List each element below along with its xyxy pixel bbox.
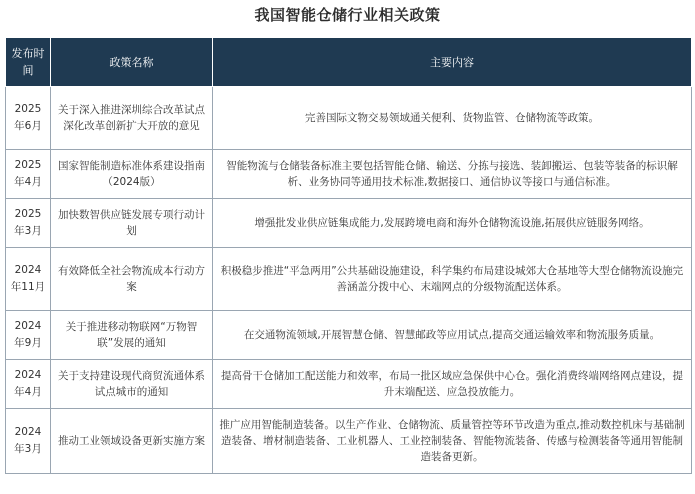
date-cell — [6, 87, 51, 150]
date-month: 年3月 — [14, 225, 42, 237]
date-year: 2024 — [14, 426, 42, 438]
date-cell — [6, 409, 51, 474]
date-month: 年4月 — [14, 386, 42, 398]
date-year: 2025 — [14, 159, 42, 171]
policy-name-cell: 关于支持建设现代商贸流通体系试点城市的通知 — [51, 360, 213, 409]
content-cell: 推广应用智能制造装备。以生产作业、仓储物流、质量管控等环节改造为重点,推动数控机床与基础制造装备、增材制造装备、工业机器人、工业控制装备、智能物流装备、传感与检测装备等通用智能制造装备更新。 — [213, 409, 692, 474]
date-month: 年4月 — [14, 176, 42, 188]
policy-name-cell: 推动工业领域设备更新实施方案 — [51, 409, 213, 474]
content-cell: 在交通物流领域,开展智慧仓储、智慧邮政等应用试点,提高交通运输效率和物流服务质量。 — [213, 311, 692, 360]
policy-name-cell: 国家智能制造标准体系建设指南（2024版） — [51, 150, 213, 199]
policy-name-cell: 关于推进移动物联网“万物智联”发展的通知 — [51, 311, 213, 360]
content-cell: 增强批发业供应链集成能力,发展跨境电商和海外仓储物流设施,拓展供应链服务网络。 — [213, 199, 692, 248]
date-cell — [6, 360, 51, 409]
content-cell: 智能物流与仓储装备标准主要包括智能仓储、输送、分拣与接选、装卸搬运、包装等装备的标识解析、业务协同等通用技术标准,数据接口、通信协议等接口与通信标准。 — [213, 150, 692, 199]
header-date: 发布时间 — [6, 38, 51, 87]
date-month: 年6月 — [14, 120, 42, 132]
date-year: 2025 — [14, 103, 42, 115]
date-month: 年3月 — [14, 443, 42, 455]
policy-name-cell: 加快数智供应链发展专项行动计划 — [51, 199, 213, 248]
table-row — [6, 150, 692, 199]
date-month: 年11月 — [10, 281, 46, 293]
header-policy-name: 政策名称 — [51, 38, 213, 87]
date-year: 2024 — [14, 369, 42, 381]
header-main-content: 主要内容 — [213, 38, 692, 87]
policy-table — [5, 37, 692, 474]
page-title: 我国智能仓储行业相关政策 — [254, 6, 441, 24]
table-row — [6, 248, 692, 311]
table-header-row — [6, 38, 692, 87]
date-cell — [6, 199, 51, 248]
date-year: 2025 — [14, 208, 42, 220]
policy-name-cell: 有效降低全社会物流成本行动方案 — [51, 248, 213, 311]
date-cell — [6, 311, 51, 360]
table-row — [6, 87, 692, 150]
table-row — [6, 409, 692, 474]
date-cell — [6, 150, 51, 199]
date-year: 2024 — [14, 264, 42, 276]
table-row — [6, 311, 692, 360]
table-row — [6, 360, 692, 409]
content-cell: 完善国际文物交易领域通关便利、货物监管、仓储物流等政策。 — [213, 87, 692, 150]
content-cell: 积极稳步推进“平急两用”公共基础设施建设，科学集约布局建设城郊大仓基地等大型仓储物流设施完善涵盖分拨中心、末端网点的分级物流配送体系。 — [213, 248, 692, 311]
content-cell: 提高骨干仓储加工配送能力和效率，布局一批区域应急保供中心仓。强化消费终端网络网点建设，提升末端配送、应急投放能力。 — [213, 360, 692, 409]
date-month: 年9月 — [14, 337, 42, 349]
policy-name-cell: 关于深入推进深圳综合改革试点 深化改革创新扩大开放的意见 — [51, 87, 213, 150]
date-year: 2024 — [14, 320, 42, 332]
date-cell — [6, 248, 51, 311]
table-row — [6, 199, 692, 248]
